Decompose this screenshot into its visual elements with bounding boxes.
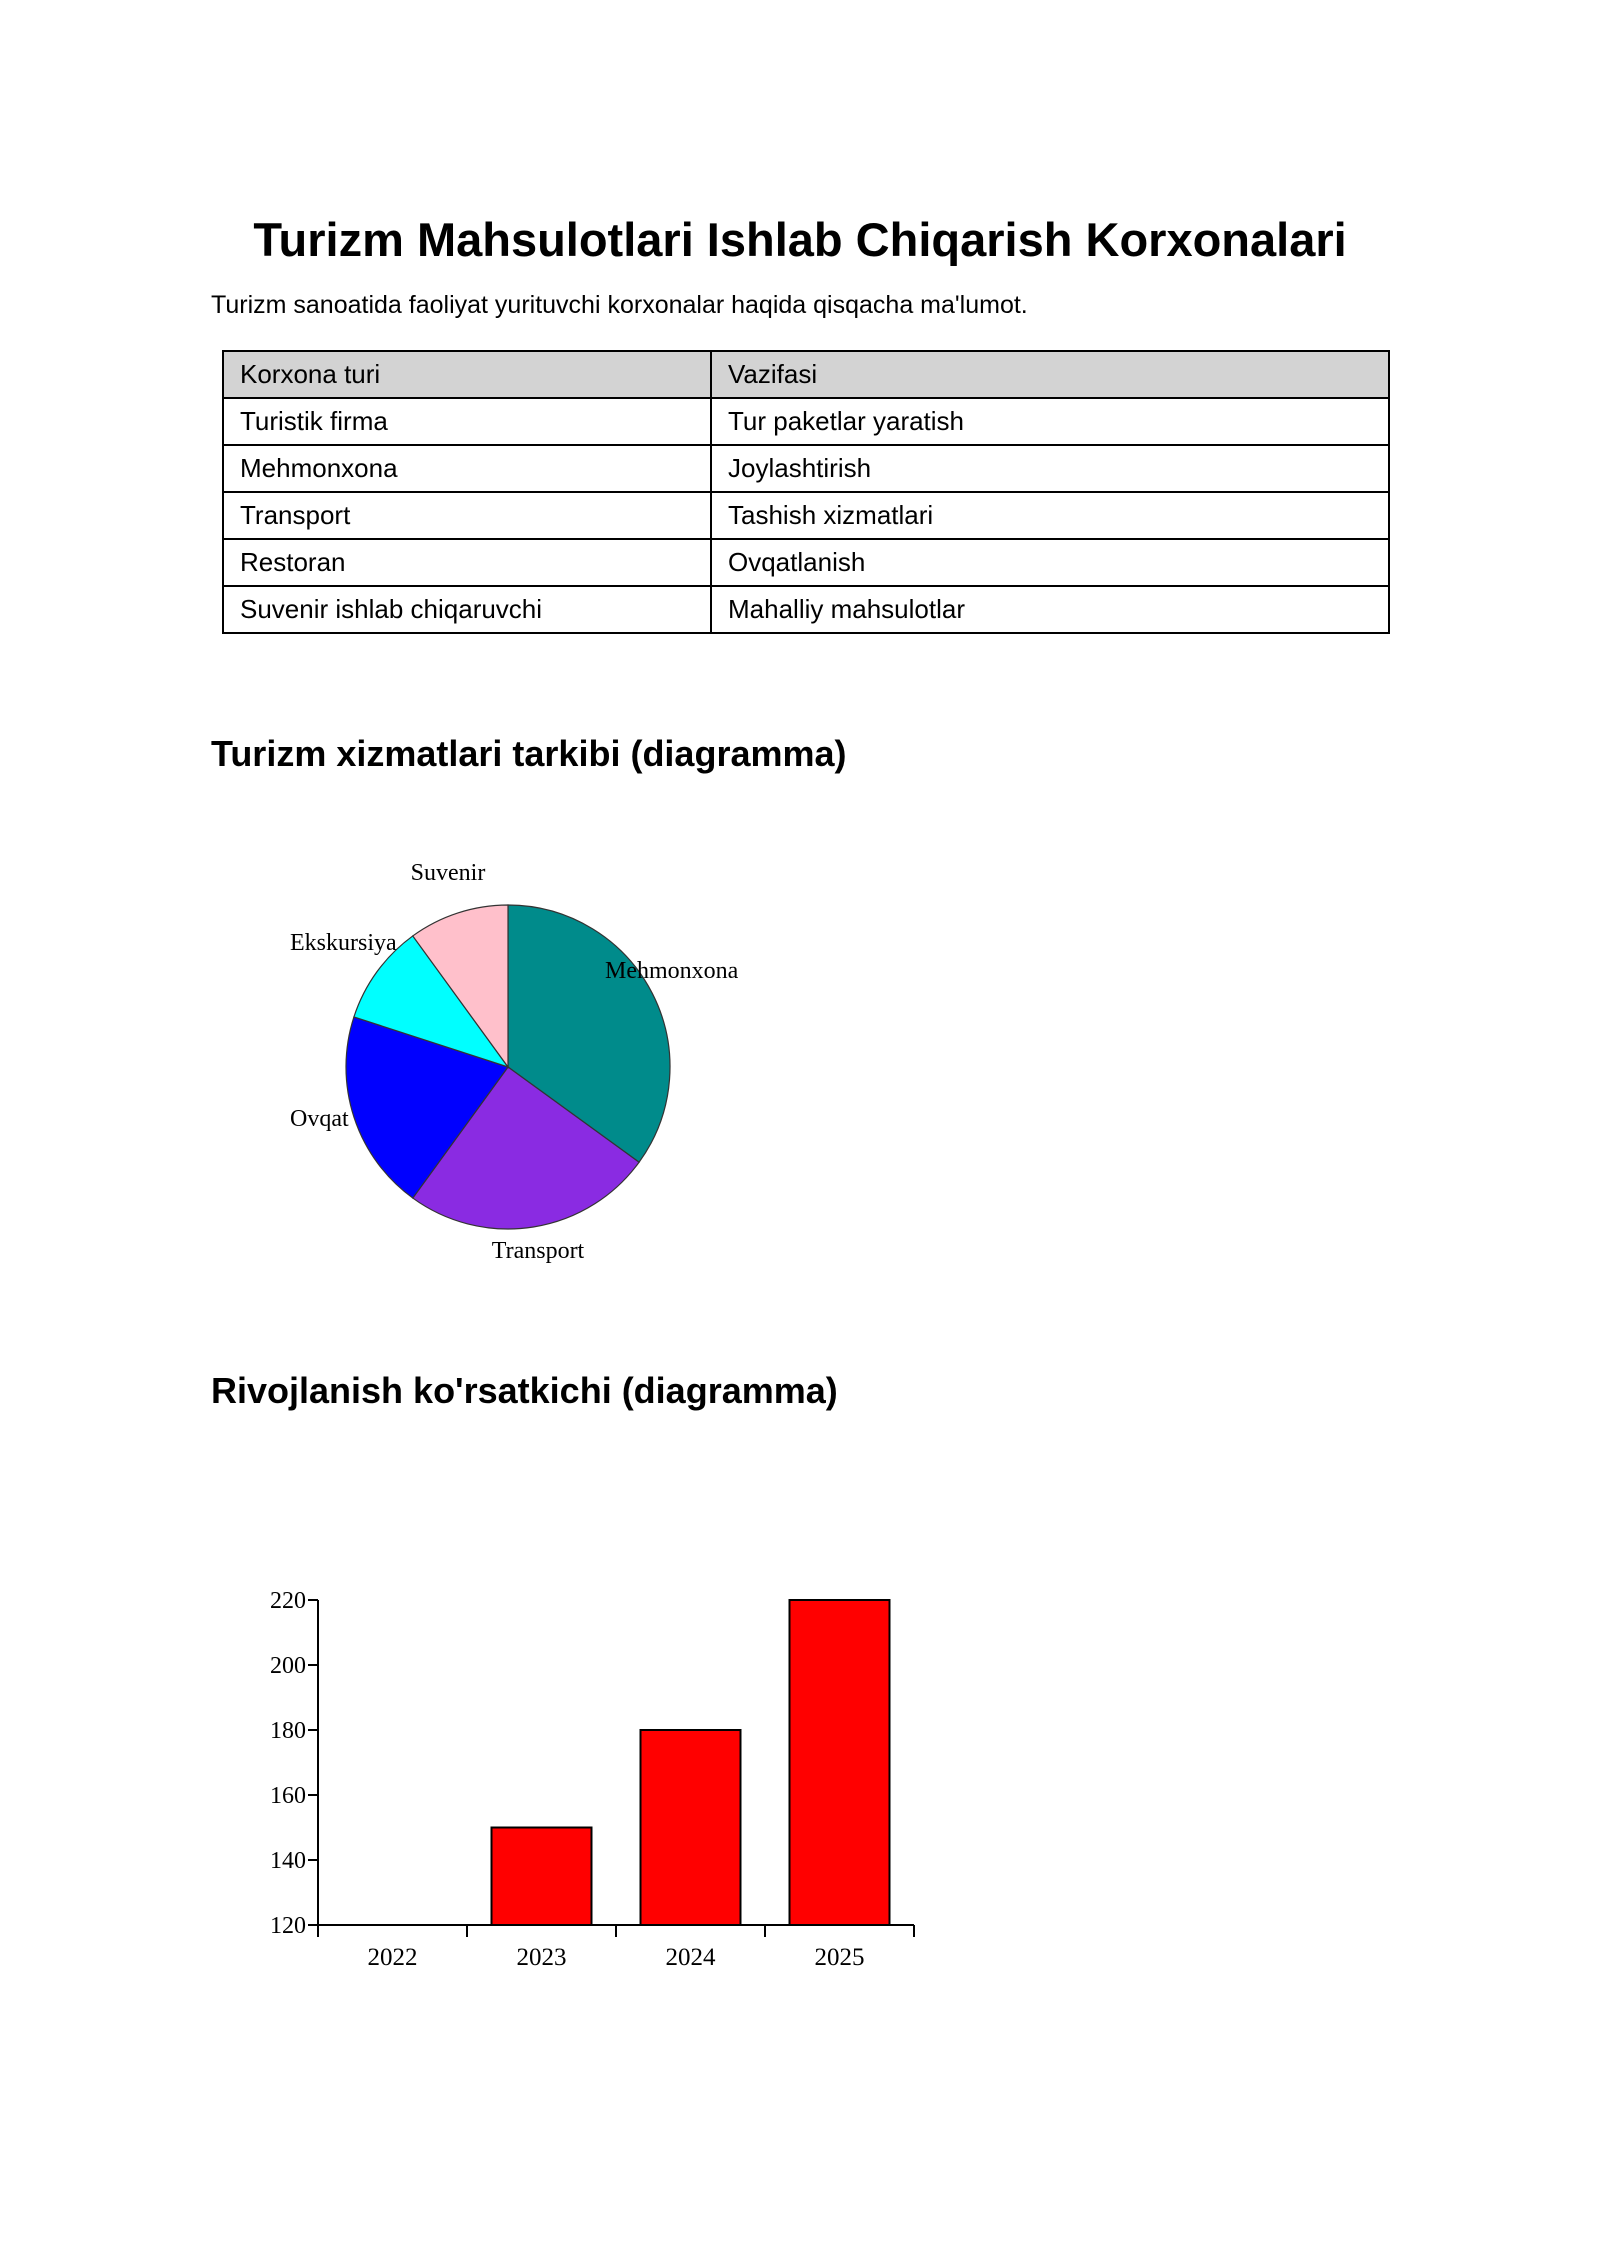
- table-cell: Transport: [223, 492, 711, 539]
- bar: [641, 1730, 741, 1925]
- x-tick-label: 2022: [367, 1944, 418, 1971]
- table-header-row: [223, 351, 1389, 398]
- table-row: [223, 445, 1389, 492]
- pie-section-title: Turizm xizmatlari tarkibi (diagramma): [211, 733, 847, 774]
- page-title: Turizm Mahsulotlari Ishlab Chiqarish Korxonalari: [253, 213, 1347, 266]
- enterprises-table: [222, 350, 1390, 634]
- pie-slice-label: Suvenir: [410, 860, 486, 886]
- y-tick-label: 140: [270, 1848, 306, 1874]
- bar-section-title: Rivojlanish ko'rsatkichi (diagramma): [211, 1370, 838, 1411]
- pie-slice-label: Ovqat: [290, 1106, 349, 1132]
- pie-slice-label: Ekskursiya: [290, 930, 397, 956]
- y-tick-label: 120: [270, 1913, 306, 1939]
- table-row: [223, 539, 1389, 586]
- table-header-cell: Korxona turi: [223, 351, 711, 398]
- table-cell: Mahalliy mahsulotlar: [711, 586, 1389, 633]
- y-tick-label: 200: [270, 1653, 306, 1679]
- table-cell: Tur paketlar yaratish: [711, 398, 1389, 445]
- table-cell: Ovqatlanish: [711, 539, 1389, 586]
- table-row: [223, 398, 1389, 445]
- pie-slice-label: Mehmonxona: [605, 958, 739, 984]
- table-cell: Mehmonxona: [223, 445, 711, 492]
- table-cell: Tashish xizmatlari: [711, 492, 1389, 539]
- x-tick-label: 2024: [665, 1944, 716, 1971]
- bar: [790, 1600, 890, 1925]
- y-tick-label: 160: [270, 1783, 306, 1809]
- bar-chart: [240, 1570, 940, 1990]
- table-cell: Joylashtirish: [711, 445, 1389, 492]
- pie-chart: [260, 840, 780, 1280]
- x-tick-label: 2023: [516, 1944, 567, 1971]
- table-header-cell: Vazifasi: [711, 351, 1389, 398]
- x-tick-label: 2025: [814, 1944, 865, 1971]
- table-cell: Turistik firma: [223, 398, 711, 445]
- table-cell: Suvenir ishlab chiqaruvchi: [223, 586, 711, 633]
- intro-text: Turizm sanoatida faoliyat yurituvchi korxonalar haqida qisqacha ma'lumot.: [211, 291, 1028, 319]
- table-row: [223, 586, 1389, 633]
- table-cell: Restoran: [223, 539, 711, 586]
- y-tick-label: 180: [270, 1718, 306, 1744]
- y-tick-label: 220: [270, 1588, 306, 1614]
- pie-slice-label: Transport: [491, 1238, 585, 1264]
- bar: [492, 1828, 592, 1926]
- table-row: [223, 492, 1389, 539]
